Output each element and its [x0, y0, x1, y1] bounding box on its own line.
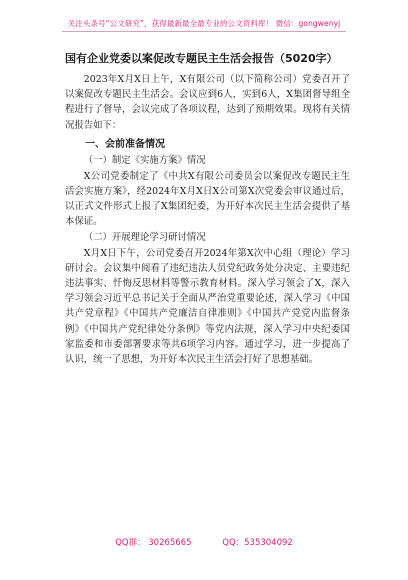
header-divider: [62, 31, 346, 32]
footer-contact: [0, 536, 408, 548]
subsection-paragraph-2: X月X日下午，公司党委召开2024年第X次中心组（理论）学习研讨会。会议集中阅看了违纪违法人员党纪政务处分决定、主要违纪违法事实、忏悔反思材料等警示教育材料。深入学习领会了X，深入学习领会习近平总书记关于全面从严治党重要论述，深入学习《中国共产党章程》《中国共产党廉洁自律准则》《中国共产党党内监督条例》《中国共产党纪律处分条例》等党内法规，深入学习中央纪委国家监委和市委部署要求等共6项学习内容。通过学习，进一步提高了认识，统一了思想，为开好本次民主生活会打好了思想基础。: [65, 247, 350, 366]
document-body: [65, 72, 350, 367]
document-title: 国有企业党委以案促改专题民主生活会报告（5020字）: [65, 52, 338, 65]
footer-qq-group: QQ群： 30265665: [115, 538, 192, 548]
section-heading-1: 一、会前准备情况: [85, 138, 165, 150]
header-banner: 关注头条号“公文研究”，获得最新最全最专业的公文资料库！ 微信：gongwenyj: [67, 19, 341, 28]
subsection-heading-2: （二）开展理论学习研讨情况: [83, 231, 206, 243]
footer-qq: QQ：535304092: [222, 538, 293, 548]
intro-paragraph: 2023年X月X日上午，X有限公司（以下简称公司）党委召开了以案促改专题民主生活会。会议应到6人，实到6人，X集团督导组全程进行了督导，会议完成了各项议程，达到了预期效果。现将有关情况报告如下：: [65, 74, 350, 131]
subsection-paragraph-1: X公司党委制定了《中共X有限公司委员会以案促改专题民主生活会实施方案》，经2024年X月X日X公司第X次党委会审议通过后，以正式文件形式上报了X集团纪委，为开好本次民主生活会提供了基本保证。: [65, 170, 350, 228]
subsection-heading-1: （一）制定《实施方案》情况: [83, 154, 206, 166]
